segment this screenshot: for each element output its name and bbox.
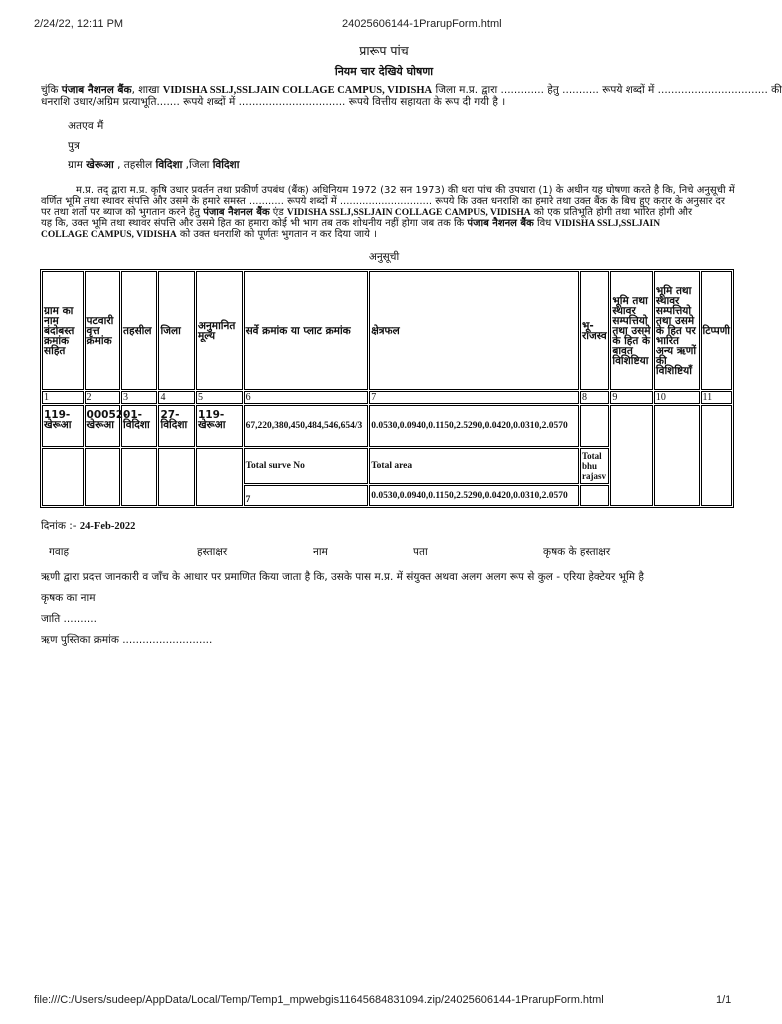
farmer-name-label: कृषक का नाम [41, 592, 96, 604]
print-title: 24025606144-1PrarupForm.html [342, 18, 502, 30]
cell-tippani [701, 405, 733, 506]
cell-empty [158, 448, 194, 506]
col-number: 2 [85, 391, 120, 404]
col-number: 11 [701, 391, 733, 404]
jila-label: ,जिला [182, 159, 213, 171]
header-cell: अनुमानित मूल्य [196, 271, 243, 390]
cell-mulya: 119-खेरूआ [196, 405, 243, 447]
para2-branch-2: VIDISHA SSLJ,SSLJAIN [554, 219, 661, 229]
cell-jila: 27-विदिशा [158, 405, 194, 447]
col-number: 6 [244, 391, 369, 404]
header-cell: ग्राम का नाम बंदोबस्त क्रमांक सहित [42, 271, 84, 390]
para2-l3-a: पर तथा शर्तो पर ब्याज को भुगतान करने हेतु [41, 207, 204, 218]
header-cell: सर्वे क्रमांक या प्लाट क्रमांक [244, 271, 369, 390]
header-cell: भूमि तथा स्थावर सम्पत्तियो तथा उसमे के हित के बावत विशिष्टिया [610, 271, 653, 390]
col-number: 8 [580, 391, 609, 404]
table-header-row [42, 271, 732, 390]
schedule-title: अनुसूची [368, 251, 400, 263]
print-file-path: file:///C:/Users/sudeep/AppData/Local/Temp/Temp1_mpwebgis11645684831094.zip/24025606144-1PrarupForm.html [34, 994, 604, 1006]
para1-line1 [41, 84, 782, 96]
table-number-row [42, 391, 732, 404]
para1-text-a: चुंकि [41, 84, 62, 96]
cell-survey: 67,220,380,450,484,546,654/3 [244, 405, 369, 447]
para2-line2: वर्णित भूमि तथा स्थावर संपत्ति और उसमे के हमारे समस्त ........... रूपये शब्दों में ............................. रूपये कि उक्त धनराशि का हमारे तथा उक्त बैंक के बिच हुए करार के अनुसार दर [41, 196, 725, 207]
date-line [41, 521, 135, 532]
jila-value: विदिशा [212, 159, 240, 171]
header-cell: क्षेत्रफल [369, 271, 579, 390]
total-survey-value: 7 [244, 485, 369, 506]
header-cell: जिला [158, 271, 194, 390]
col-number: 1 [42, 391, 84, 404]
header-cell: तहसील [121, 271, 157, 390]
col-number: 10 [654, 391, 700, 404]
loan-book-label: ऋण पुस्तिका क्रमांक ........................... [41, 634, 213, 646]
col-number: 5 [196, 391, 243, 404]
schedule-table [40, 269, 734, 508]
cell-empty [85, 448, 120, 506]
para2-l4-a: यह कि, उक्त भूमि तथा स्थावर संपत्ति और उसमे हित का हमारा कोई भी भाग तब तक शोधनीय नहीं होगा जब तक कि [41, 218, 468, 229]
certification-text: ऋणी द्वारा प्रदत्त जानकारी व जाँच के आधार पर प्रमाणित किया जाता है कि, उसके पास म.प्र. में संयुक्त अथवा अलग अलग रूप से कुल - एरिया हेक्टेयर भूमि है [41, 571, 644, 583]
col-number: 3 [121, 391, 157, 404]
cell-tehsil: 01-विदिशा [121, 405, 157, 447]
header-cell: पटवारी वृत्त क्रमांक [85, 271, 120, 390]
para1-text-c: जिला म.प्र. द्वारा ............. हेतु ........... रूपये शब्दों में ................................. की [432, 84, 782, 96]
gram-line [68, 160, 239, 171]
form-subtitle: नियम चार देखिये घोषणा [334, 65, 434, 78]
para2-line5 [41, 229, 377, 241]
print-datetime: 2/24/22, 12:11 PM [34, 18, 124, 30]
para2-l3-c: को एक प्रतिभूति होगी तथा भारित होगी और [530, 207, 693, 218]
cell-empty [196, 448, 243, 506]
total-area-value: 0.0530,0.0940,0.1150,2.5290,0.0420,0.0310,2.0570 [369, 485, 579, 506]
para2-branch-1: VIDISHA SSLJ,SSLJAIN COLLAGE CAMPUS, VIDISHA [286, 208, 531, 218]
putra-text: पुत्र [68, 140, 80, 152]
gram-label: ग्राम [68, 159, 87, 171]
date-label: दिनांक :- [41, 520, 80, 532]
header-cell: टिप्पणी [701, 271, 733, 390]
total-area-label: Total area [369, 448, 579, 484]
para2-l5-b: को उक्त धनराशि को पूर्णतः भुगतान न कर दिया जाये । [176, 229, 377, 240]
table-row [42, 405, 732, 447]
cell-bhu-rajasv [580, 405, 609, 447]
print-page-number: 1/1 [716, 994, 732, 1006]
cell-visheshtaye [610, 405, 653, 506]
caste-label: जाति .......... [41, 613, 97, 625]
bank-name: पंजाब नैशनल बैंक [61, 84, 132, 96]
date-value: 24-Feb-2022 [79, 521, 136, 532]
para2-line1: म.प्र. तद्‌ द्वारा म.प्र. कृषि उधार प्रवर्तन तथा प्रकीर्ण उपबंध (बैंक) अधिनियम 1972 (32 सन 1973) की धरा पांच की उपधारा (1) के अधीन यह घोषणा करते है कि, निचे अनुसूची में [76, 185, 735, 196]
tehsil-value: विदिशा [155, 159, 183, 171]
total-survey-label: Total surve No [244, 448, 369, 484]
form-title: प्रारूप पांच [359, 43, 409, 58]
cell-area: 0.0530,0.0940,0.1150,2.5290,0.0420,0.0310,2.0570 [369, 405, 579, 447]
cell-gram: 119-खेरूआ [42, 405, 84, 447]
farmer-signature-label: कृषक के हस्ताक्षर [543, 546, 611, 558]
para2-branch-3: COLLAGE CAMPUS, VIDISHA [41, 230, 177, 240]
header-cell: भूमि तथा स्थावर सम्पत्तियो तथा उसमे के हित पर भारित अन्य ऋणों की विशिष्टियाँ [654, 271, 700, 390]
header-cell: भू-राजस्व [580, 271, 609, 390]
cell-patwari: 00052-खेरूआ [85, 405, 120, 447]
cell-empty [42, 448, 84, 506]
col-number: 9 [610, 391, 653, 404]
total-bhu-label: Total bhu rajasv [580, 448, 609, 484]
name-label: नाम [313, 546, 328, 558]
cell-anya-rin [654, 405, 700, 506]
address-label: पता [413, 546, 428, 558]
col-number: 4 [158, 391, 194, 404]
signature-label: हस्ताक्षर [197, 546, 228, 558]
para2-l4-b: विध [533, 218, 555, 229]
para1-line2: धनराशि उधार/अग्रिम प्रत्याभूति....... रूपये शब्दों में ................................ रूपये वित्तीय सहायता के रूप दी गयी है । [41, 96, 506, 108]
atev-text: अतएव मैं [68, 120, 104, 132]
branch-name: VIDISHA SSLJ,SSLJAIN COLLAGE CAMPUS, VIDISHA [162, 85, 433, 96]
witness-label: गवाह [49, 546, 70, 558]
para2-bank-2: पंजाब नैशनल बैंक [467, 218, 534, 229]
cell-empty [121, 448, 157, 506]
total-bhu-value [580, 485, 609, 506]
para1-text-b: , शाखा [131, 84, 163, 96]
para2-l3-b: एंड [269, 207, 287, 218]
para2-bank-1: पंजाब नैशनल बैंक [203, 207, 270, 218]
gram-value: खेरूआ [86, 159, 114, 171]
col-number: 7 [369, 391, 579, 404]
tehsil-label: , तहसील [113, 159, 156, 171]
